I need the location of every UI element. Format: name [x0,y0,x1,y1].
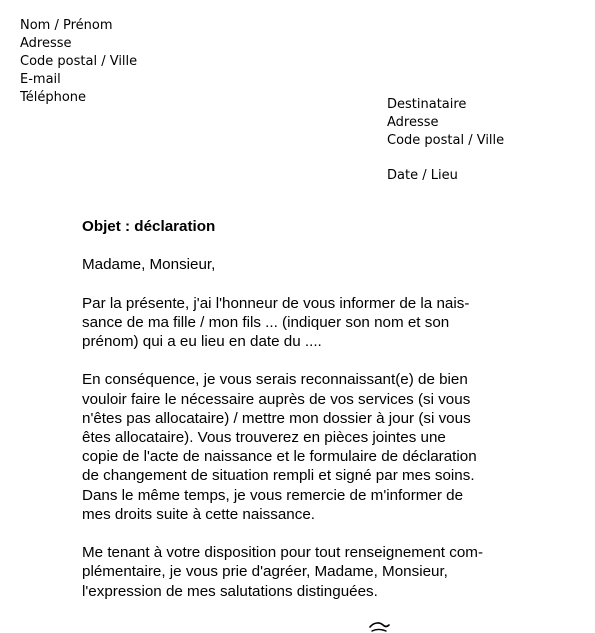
paragraph-line: plémentaire, je vous prie d'agréer, Madame, Monsieur, [82,563,448,581]
paragraph-line: Dans le même temps, je vous remercie de m'informer de [82,486,464,504]
letter-salutation: Madame, Monsieur, [82,256,216,274]
paragraph-line: n'êtes pas allocataire) / mettre mon dossier à jour (si vous [82,409,471,427]
paragraph-line: vouloir faire le nécessaire auprès de vos services (si vous [82,390,471,408]
paragraph-closing [82,543,522,601]
letter-subject: Objet : déclaration [82,218,216,235]
paragraph-line: mes droits suite à cette naissance. [82,505,315,523]
sender-block [20,17,137,107]
date-place: Date / Lieu [387,168,458,183]
paragraph-line: copie de l'acte de naissance et le formulaire de déclaration [82,448,477,466]
paragraph-announcement [82,294,522,352]
paragraph-request [82,370,522,524]
paragraph-line: êtes allocataire). Vous trouverez en pièces jointes une [82,429,446,446]
paragraph-line: sance de ma fille / mon fils ... (indiquer son nom et son [82,313,450,331]
paragraph-line: de changement de situation rempli et signé par mes soins. [82,467,475,485]
paragraph-line: l'expression de mes salutations distinguées. [82,582,378,600]
signature-mark [368,619,390,633]
letter-body [82,217,522,620]
paragraph-line: En conséquence, je vous serais reconnaissant(e) de bien [82,371,468,389]
sender-address: Adresse [20,36,72,51]
sender-email: E-mail [20,72,61,87]
sender-postal-city: Code postal / Ville [20,54,138,69]
recipient-block [387,96,504,185]
sender-name: Nom / Prénom [20,18,113,33]
paragraph-line: Par la présente, j'ai l'honneur de vous informer de la nais- [82,294,470,312]
paragraph-line: prénom) qui a eu lieu en date du .... [82,333,322,350]
paragraph-line: Me tenant à votre disposition pour tout renseignement com- [82,544,484,562]
sender-phone: Téléphone [20,90,87,105]
recipient-postal-city: Code postal / Ville [387,133,505,148]
recipient-name: Destinataire [387,97,467,112]
recipient-address: Adresse [387,115,439,130]
